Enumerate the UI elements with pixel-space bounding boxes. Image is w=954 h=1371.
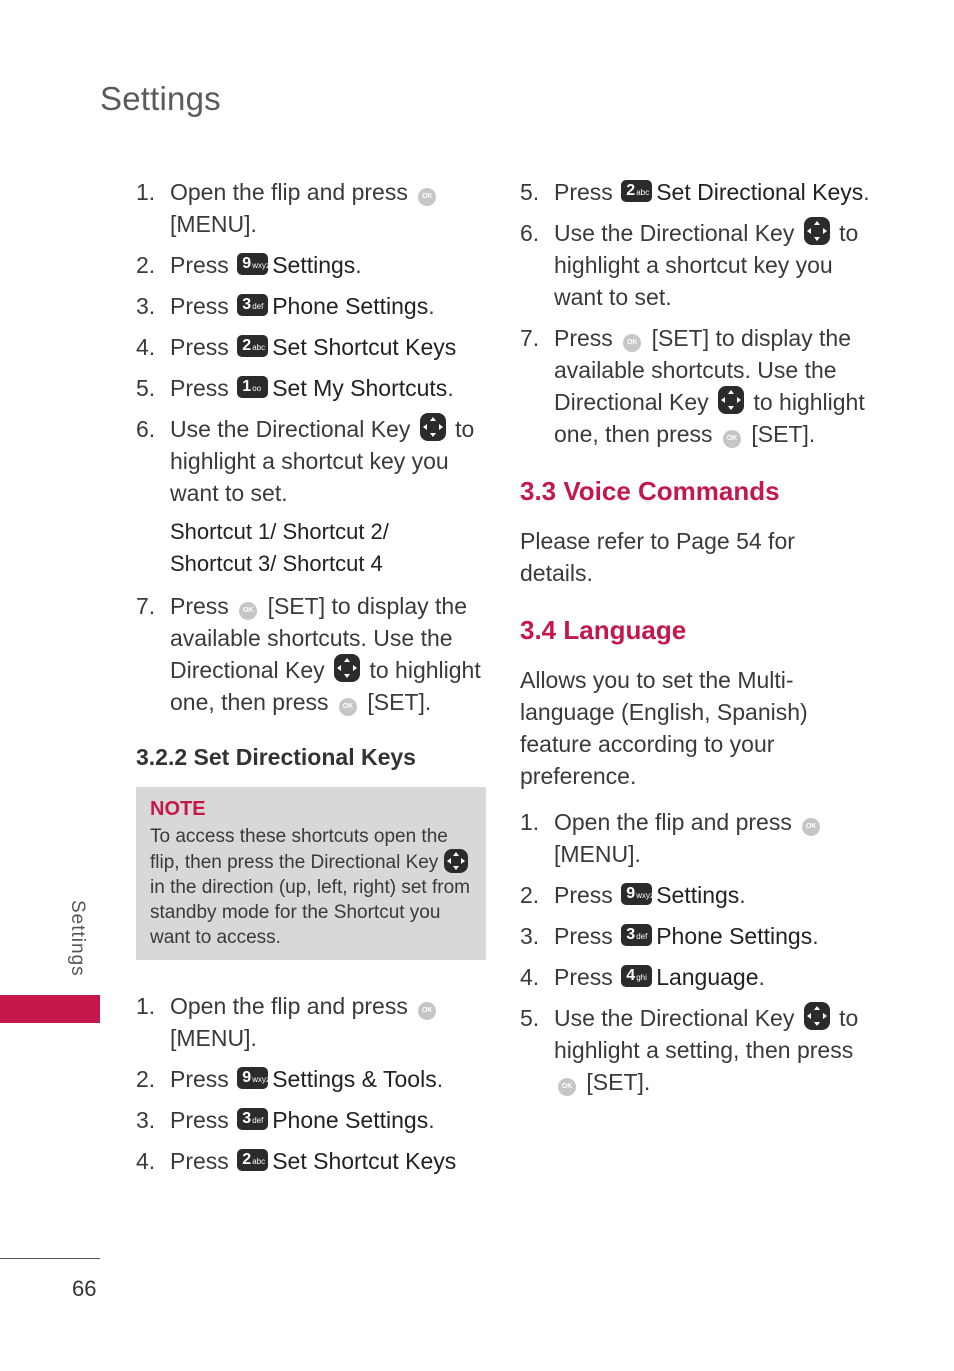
step-text: [SET]. [367, 689, 432, 715]
step-text: Press [170, 334, 229, 360]
key-digit: 3 [626, 926, 636, 943]
step-text: Press [554, 882, 613, 908]
ok-key-icon: OK [723, 430, 741, 448]
shortcut-options [136, 516, 486, 580]
step-number: 6. [136, 416, 156, 442]
key-digit: 9 [626, 885, 636, 902]
shortcut-options-line: Shortcut 1/ Shortcut 2/ [170, 519, 389, 544]
menu-item-name: Set Shortcut Keys [272, 334, 457, 360]
list-item [136, 176, 486, 240]
menu-item-name: Settings [656, 882, 740, 908]
key-3-icon [237, 1108, 268, 1130]
list-item [520, 879, 872, 911]
step-punctuation: . [739, 882, 746, 908]
steps-list-shortcuts [136, 176, 486, 509]
page-number: 66 [72, 1276, 97, 1301]
step-text: Press [170, 293, 229, 319]
key-letters: def [636, 932, 648, 941]
side-section-label [62, 900, 92, 990]
list-item [136, 290, 486, 322]
key-letters: def [252, 1116, 264, 1125]
key-digit: 3 [242, 296, 252, 313]
key-2-icon [621, 180, 652, 202]
step-text: Press [170, 1148, 229, 1174]
menu-item-name: Language [656, 964, 759, 990]
step-number: 5. [520, 1005, 540, 1031]
step-punctuation: . [812, 923, 819, 949]
key-letters: abc [252, 343, 266, 352]
step-number: 2. [520, 882, 540, 908]
directional-key-icon [334, 654, 360, 682]
directional-key-icon [444, 849, 468, 873]
menu-item-name: Set Directional Keys [656, 179, 864, 205]
list-item [520, 920, 872, 952]
ok-key-icon: OK [558, 1078, 576, 1096]
key-9-icon [237, 253, 268, 275]
step-number: 1. [136, 179, 156, 205]
note-title: NOTE [150, 798, 206, 820]
step-text: [SET] to display the available shortcuts. Use the Directional Key [554, 325, 852, 415]
step-text: [SET] to display the available shortcuts. Use the Directional Key [170, 593, 468, 683]
step-text: to highlight a shortcut key you want to set. [554, 220, 859, 310]
step-number: 3. [520, 923, 540, 949]
ok-key-icon: OK [623, 334, 641, 352]
key-digit: 1 [242, 378, 252, 395]
step-text: Press [170, 593, 229, 619]
list-item [520, 806, 872, 870]
step-number: 6. [520, 220, 540, 246]
list-item [136, 1145, 486, 1177]
key-digit: 9 [242, 255, 252, 272]
step-number: 2. [136, 252, 156, 278]
list-item [136, 990, 486, 1054]
step-text: to highlight one, then press [554, 389, 865, 447]
shortcut-options-line: Shortcut 3/ Shortcut 4 [170, 551, 383, 576]
key-9-icon [621, 883, 652, 905]
step-text: [MENU]. [554, 841, 641, 867]
footer-divider [0, 1258, 100, 1259]
menu-item-name: Phone Settings [656, 923, 813, 949]
list-item [136, 249, 486, 281]
key-digit: 9 [242, 1069, 252, 1086]
key-2-icon [237, 335, 268, 357]
key-letters: def [252, 302, 264, 311]
step-text: Press [170, 375, 229, 401]
step-punctuation: . [758, 964, 765, 990]
step-punctuation: . [863, 179, 870, 205]
language-text-line: Allows you to set the Multi- [520, 667, 794, 693]
key-digit: 2 [242, 1151, 252, 1168]
key-letters: wxyz [252, 261, 270, 270]
section-heading-language: 3.4 Language [520, 615, 687, 645]
step-number: 1. [520, 809, 540, 835]
page-title: Settings [100, 80, 221, 117]
step-text: [SET]. [751, 421, 816, 447]
right-column [520, 176, 872, 1107]
step-text: Press [554, 179, 613, 205]
step-text: Press [170, 1107, 229, 1133]
list-item [136, 372, 486, 404]
steps-list-language [520, 806, 872, 1098]
step-text: Use the Directional Key [170, 416, 411, 442]
list-item [136, 331, 486, 363]
step-punctuation: . [355, 252, 362, 278]
key-4-icon [621, 965, 652, 987]
note-text: To access these shortcuts open the flip, then press the Directional Key [150, 826, 448, 873]
key-letters: abc [636, 188, 650, 197]
key-letters: ghi [636, 973, 647, 982]
step-number: 1. [136, 993, 156, 1019]
menu-item-name: Phone Settings [272, 1107, 429, 1133]
list-item [520, 1002, 872, 1098]
step-punctuation: . [428, 1107, 435, 1133]
steps-list-shortcuts-cont [136, 590, 486, 718]
steps-list-directional-cont [520, 176, 872, 450]
side-section-tab [0, 995, 100, 1023]
key-letters: abc [252, 1157, 266, 1166]
step-number: 7. [136, 593, 156, 619]
section-heading-voice-commands: 3.3 Voice Commands [520, 476, 780, 506]
list-item [136, 1104, 486, 1136]
step-number: 3. [136, 1107, 156, 1133]
step-text: to highlight a setting, then press [554, 1005, 859, 1063]
step-text: Press [554, 964, 613, 990]
list-item [520, 176, 872, 208]
step-text: [MENU]. [170, 1025, 257, 1051]
key-letters: oo [252, 384, 262, 393]
key-letters: wxyz [252, 1075, 270, 1084]
step-number: 5. [520, 179, 540, 205]
directional-key-icon [718, 386, 744, 414]
list-item [136, 1063, 486, 1095]
step-text: Open the flip and press [170, 993, 408, 1019]
language-text-line: language (English, Spanish) [520, 699, 808, 725]
step-punctuation: . [447, 375, 454, 401]
step-text: Use the Directional Key [554, 220, 795, 246]
key-digit: 3 [242, 1110, 252, 1127]
step-text: [SET]. [586, 1069, 651, 1095]
step-text: Press [170, 252, 229, 278]
key-digit: 2 [626, 182, 636, 199]
ok-key-icon: OK [339, 698, 357, 716]
key-3-icon [621, 924, 652, 946]
ok-key-icon: OK [802, 818, 820, 836]
step-text: to highlight one, then press [170, 657, 481, 715]
step-number: 7. [520, 325, 540, 351]
step-number: 4. [520, 964, 540, 990]
note-box [136, 787, 486, 960]
step-number: 4. [136, 334, 156, 360]
menu-item-name: Phone Settings [272, 293, 429, 319]
menu-item-name: Set Shortcut Keys [272, 1148, 457, 1174]
step-text: Press [170, 1066, 229, 1092]
ok-key-icon: OK [239, 602, 257, 620]
step-number: 5. [136, 375, 156, 401]
key-digit: 2 [242, 337, 252, 354]
key-digit: 4 [626, 967, 636, 984]
menu-item-name: Set My Shortcuts [272, 375, 448, 401]
menu-item-name: Settings & Tools [272, 1066, 437, 1092]
key-1-voicemail-icon [237, 376, 268, 398]
ok-key-icon: OK [418, 1002, 436, 1020]
voice-commands-text: Please refer to Page 54 for details. [520, 528, 795, 586]
ok-key-icon: OK [418, 188, 436, 206]
left-column [136, 176, 486, 1186]
key-letters: wxyz [636, 891, 654, 900]
directional-key-icon [420, 413, 446, 441]
step-text: Open the flip and press [170, 179, 408, 205]
language-text [520, 664, 872, 792]
list-item [520, 961, 872, 993]
key-2-icon [237, 1149, 268, 1171]
language-text-line: feature according to your preference. [520, 731, 775, 789]
key-3-icon [237, 294, 268, 316]
list-item [136, 590, 486, 718]
list-item [136, 413, 486, 509]
note-text: in the direction (up, left, right) set from standby mode for the Shortcut you want to access. [150, 877, 470, 948]
key-9-icon [237, 1067, 268, 1089]
list-item [520, 217, 872, 313]
step-punctuation: . [428, 293, 435, 319]
steps-list-directional [136, 990, 486, 1177]
step-text: Use the Directional Key [554, 1005, 795, 1031]
menu-item-name: Settings [272, 252, 356, 278]
step-text: Press [554, 325, 613, 351]
directional-key-icon [804, 1002, 830, 1030]
side-section-label-text: Settings [67, 900, 88, 977]
step-number: 3. [136, 293, 156, 319]
step-number: 2. [136, 1066, 156, 1092]
step-text: to highlight a shortcut key you want to set. [170, 416, 475, 506]
step-text: Press [554, 923, 613, 949]
step-text: [MENU]. [170, 211, 257, 237]
step-punctuation: . [436, 1066, 444, 1092]
step-text: Open the flip and press [554, 809, 792, 835]
list-item [520, 322, 872, 450]
directional-key-icon [804, 217, 830, 245]
section-heading: 3.2.2 Set Directional Keys [136, 744, 416, 770]
step-number: 4. [136, 1148, 156, 1174]
